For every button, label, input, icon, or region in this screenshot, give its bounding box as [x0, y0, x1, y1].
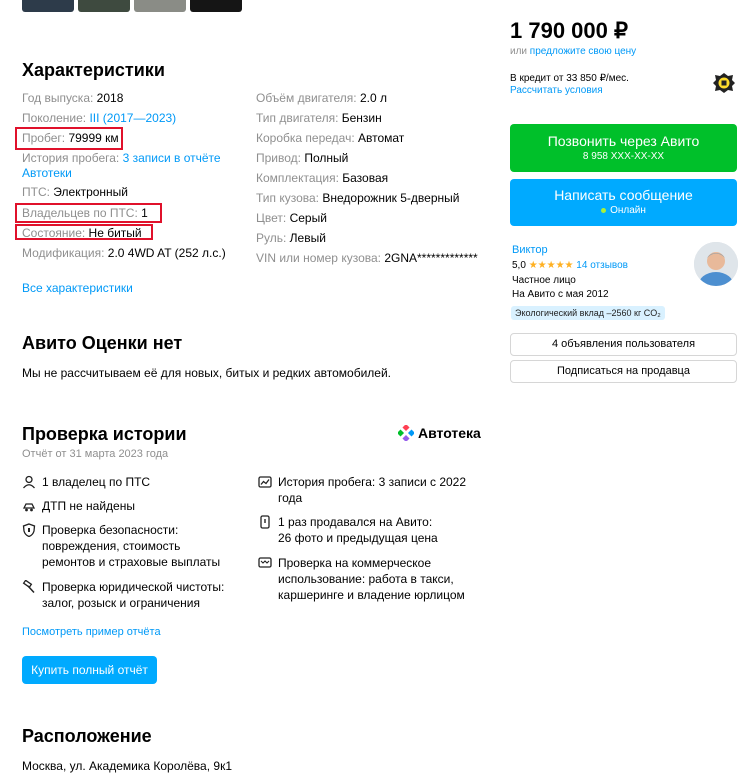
spec-mileage: Пробег: 79999 км — [22, 131, 119, 145]
location-address: Москва, ул. Академика Королёва, 9к1 — [22, 759, 232, 773]
seller-since: На Авито с мая 2012 — [512, 289, 609, 300]
spec-year: Год выпуска: 2018 — [22, 91, 124, 105]
spec-value: 2.0 л — [359, 91, 388, 105]
spec-key: Тип кузова: — [256, 191, 323, 205]
gallery-thumbnail[interactable] — [22, 0, 74, 12]
spec-key: Руль: — [256, 231, 290, 245]
spec-row — [256, 151, 496, 171]
spec-value: Бензин — [341, 111, 382, 125]
taxi-icon — [258, 556, 272, 570]
history-item — [258, 514, 488, 546]
highlight-owners — [15, 203, 162, 223]
history-item-text: Проверка юридической чистоты: — [42, 580, 225, 594]
spec-condition: Состояние: Не битый — [22, 226, 142, 240]
history-item-text: ДТП не найдены — [42, 499, 135, 513]
history-item — [258, 555, 488, 603]
message-button-label: Написать сообщение — [554, 187, 693, 203]
highlight-condition — [15, 224, 153, 240]
spec-value: Внедорожник 5-дверный — [322, 191, 460, 205]
hammer-icon — [22, 580, 36, 594]
highlight-mileage — [15, 127, 123, 150]
spec-key: VIN или номер кузова: — [256, 251, 385, 265]
shield-icon — [22, 523, 36, 537]
history-item-text: залог, розыск и ограничения — [42, 596, 201, 610]
spec-value: Автомат — [358, 131, 405, 145]
history-item-text: года — [278, 491, 303, 505]
spec-value: Серый — [289, 211, 327, 225]
location-title: Расположение — [22, 726, 152, 746]
seller-ads-button[interactable]: 4 объявления пользователя — [510, 333, 737, 356]
seller-name[interactable]: Виктор — [512, 244, 548, 256]
spec-row — [256, 191, 496, 211]
eco-badge[interactable]: Экологический вклад –2560 кг CO₂ — [511, 306, 665, 320]
spec-key: Тип двигателя: — [256, 111, 342, 125]
buy-report-button[interactable]: Купить полный отчёт — [22, 656, 157, 684]
spec-key: Привод: — [256, 151, 305, 165]
history-item-text: каршеринге и владение юрлицом — [278, 588, 465, 602]
estimate-text: Мы не рассчитываем её для новых, битых и редких автомобилей. — [22, 366, 392, 380]
bank-logo-icon — [712, 72, 736, 94]
estimate-title: Авито Оценки нет — [22, 333, 183, 353]
seller-avatar[interactable] — [694, 242, 738, 286]
price-offer-line — [510, 46, 636, 57]
chart-icon — [258, 475, 272, 489]
all-specs-link[interactable]: Все характеристики — [22, 281, 133, 295]
message-button[interactable] — [510, 179, 737, 226]
spec-key: Комплектация: — [256, 171, 343, 185]
spec-generation: Поколение: III (2017—2023) — [22, 111, 177, 125]
history-item-text: Проверка безопасности: — [42, 523, 179, 537]
autoteka-brand-text: Автотека — [418, 425, 481, 441]
history-item-text: 1 владелец по ПТС — [42, 475, 151, 489]
generation-link[interactable]: III (2017—2023) — [89, 111, 177, 125]
spec-row — [256, 211, 496, 231]
spec-row — [256, 251, 496, 271]
spec-row — [256, 111, 496, 131]
spec-key: Цвет: — [256, 211, 290, 225]
online-dot-icon — [601, 208, 606, 213]
history-item-text: ремонтов и страховые выплаты — [42, 555, 221, 569]
credit-calc-link[interactable]: Рассчитать условия — [510, 85, 603, 96]
spec-row — [256, 91, 496, 111]
spec-pts: ПТС: Электронный — [22, 185, 129, 199]
history-item — [22, 522, 252, 570]
offer-price-link[interactable]: предложите свою цену — [529, 46, 637, 57]
call-button[interactable] — [510, 124, 737, 172]
seller-rating-value: 5,0 — [512, 260, 526, 271]
subscribe-seller-button[interactable]: Подписаться на продавца — [510, 360, 737, 383]
spec-owners: Владельцев по ПТС: 1 — [22, 206, 148, 220]
credit-text: В кредит от 33 850 ₽/мес. — [510, 73, 629, 84]
phone-icon — [258, 515, 272, 529]
gallery-thumbnails — [22, 0, 242, 12]
autoteka-logo — [398, 425, 481, 441]
spec-modification: Модификация: 2.0 4WD AT (252 л.с.) — [22, 246, 226, 260]
sample-report-link[interactable]: Посмотреть пример отчёта — [22, 626, 161, 638]
history-date: Отчёт от 31 марта 2023 года — [22, 448, 169, 460]
history-item — [22, 498, 252, 514]
spec-value: Левый — [289, 231, 326, 245]
spec-value: Полный — [304, 151, 349, 165]
spec-key: Коробка передач: — [256, 131, 358, 145]
spec-key: Объём двигателя: — [256, 91, 360, 105]
person-icon — [22, 475, 36, 489]
history-item — [258, 474, 488, 506]
spec-mileage-history: История пробега: 3 записи в отчёте Автотеки — [22, 151, 221, 180]
specs-right-column — [256, 91, 496, 271]
mileage-history-link[interactable]: 3 записи в отчёте Автотеки — [22, 151, 221, 180]
history-title: Проверка истории — [22, 424, 187, 444]
call-button-phone: 8 958 XXX-XX-XX — [582, 151, 665, 162]
spec-value: 2GNA************* — [384, 251, 478, 265]
car-crash-icon — [22, 499, 36, 513]
gallery-thumbnail[interactable] — [78, 0, 130, 12]
history-item — [22, 579, 252, 611]
autoteka-logo-icon — [398, 425, 414, 441]
seller-reviews-link[interactable]: 14 отзывов — [576, 260, 628, 271]
price-value: 1 790 000 ₽ — [510, 18, 628, 43]
seller-rating — [512, 260, 628, 271]
rating-stars-icon: ★★★★★ — [528, 260, 574, 271]
spec-row — [256, 171, 496, 191]
specs-title: Характеристики — [22, 60, 165, 80]
call-button-label: Позвонить через Авито — [547, 133, 700, 149]
history-item-text: Проверка на коммерческое — [278, 556, 432, 570]
spec-row — [256, 231, 496, 251]
history-item — [22, 474, 252, 490]
history-item-text: 26 фото и предыдущая цена — [278, 531, 438, 545]
online-status-label: Онлайн — [610, 205, 646, 216]
price-or-text: или — [510, 46, 528, 57]
history-item-text: использование: работа в такси, — [278, 572, 454, 586]
online-status — [510, 205, 737, 216]
history-item-text: 1 раз продавался на Авито: — [278, 515, 433, 529]
history-item-text: История пробега: 3 записи с 2022 — [278, 475, 467, 489]
gallery-thumbnail[interactable] — [134, 0, 186, 12]
spec-value: Базовая — [342, 171, 389, 185]
history-item-text: повреждения, стоимость — [42, 539, 181, 553]
gallery-thumbnail[interactable] — [190, 0, 242, 12]
spec-row — [256, 131, 496, 151]
seller-type: Частное лицо — [512, 275, 576, 286]
